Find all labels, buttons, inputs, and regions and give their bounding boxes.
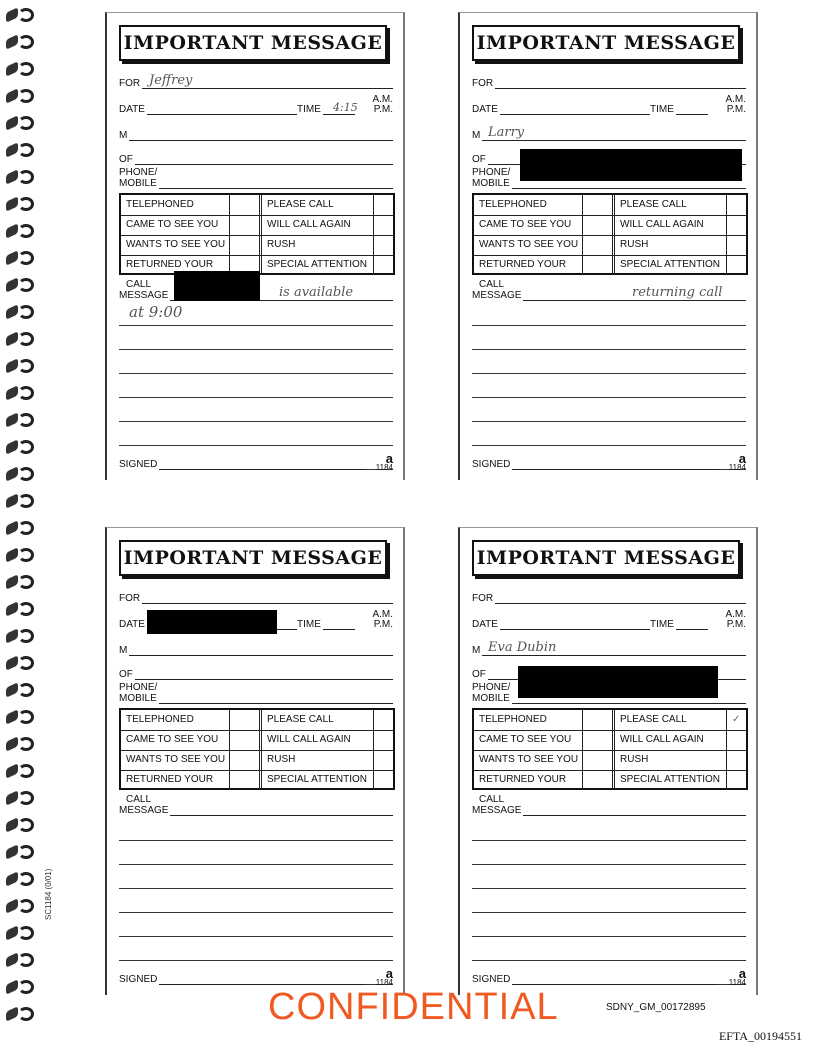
date-label: DATE <box>119 104 145 115</box>
checkbox[interactable] <box>726 750 746 770</box>
checkbox[interactable] <box>726 215 746 235</box>
of-row <box>119 664 393 680</box>
check-label: TELEPHONED <box>126 199 194 210</box>
binding-hole <box>6 385 18 401</box>
spiral-ring-icon <box>18 818 34 832</box>
message-rule-line <box>119 864 393 865</box>
message-row <box>119 800 393 816</box>
checkbox[interactable] <box>582 255 612 275</box>
check-row <box>121 215 393 236</box>
checkbox[interactable] <box>582 235 612 255</box>
for-label: FOR <box>472 78 494 89</box>
redaction-box <box>174 271 260 301</box>
checkbox[interactable] <box>373 235 393 255</box>
checkbox[interactable]: ✓ <box>726 710 746 730</box>
signed-label: SIGNED <box>119 974 158 985</box>
m-label: M <box>472 130 481 141</box>
for-row <box>119 588 393 604</box>
checkbox[interactable] <box>726 235 746 255</box>
check-label: SPECIAL ATTENTION <box>612 255 726 275</box>
message-rule-line <box>119 349 393 350</box>
mobile-label: MOBILE <box>472 178 510 189</box>
check-label: WILL CALL AGAIN <box>259 215 373 235</box>
checkbox[interactable] <box>373 195 393 215</box>
am-label: A.M. <box>725 94 746 105</box>
checkbox[interactable] <box>229 215 259 235</box>
confidential-stamp: CONFIDENTIAL <box>268 986 559 1028</box>
check-label: WANTS TO SEE YOU <box>126 754 226 765</box>
message-rule-line <box>119 936 393 937</box>
spiral-ring-icon <box>18 953 34 967</box>
date-label: DATE <box>472 619 498 630</box>
redaction-box <box>147 610 277 634</box>
check-label: CAME TO SEE YOU <box>479 734 572 745</box>
binding-hole <box>6 115 18 131</box>
check-label: SPECIAL ATTENTION <box>259 255 373 275</box>
check-row <box>474 255 746 290</box>
check-row <box>121 730 393 751</box>
binding-hole <box>6 709 18 725</box>
checkbox[interactable] <box>582 710 612 730</box>
mobile-label: MOBILE <box>119 178 157 189</box>
binding-hole <box>6 871 18 887</box>
binding-hole <box>6 628 18 644</box>
m-label: M <box>472 645 481 656</box>
spiral-ring-icon <box>18 467 34 481</box>
checkbox[interactable] <box>229 750 259 770</box>
spiral-ring-icon <box>18 224 34 238</box>
spiral-ring-icon <box>18 980 34 994</box>
date-time-row <box>119 93 393 115</box>
phone-label: PHONE/ <box>119 167 158 178</box>
of-label: OF <box>472 669 486 680</box>
checkbox[interactable] <box>373 215 393 235</box>
spiral-ring-icon <box>18 737 34 751</box>
spiral-ring-icon <box>18 1007 34 1021</box>
form-number: 1184 <box>728 978 746 987</box>
for-label: FOR <box>472 593 494 604</box>
call-status-checkboxes <box>472 708 748 805</box>
message-rule-line <box>472 397 746 398</box>
binding-hole <box>6 844 18 860</box>
check-label: CAME TO SEE YOU <box>479 219 572 230</box>
spiral-ring-icon <box>18 8 34 22</box>
signed-row <box>472 451 746 472</box>
message-card-4 <box>458 527 758 995</box>
binding-hole <box>6 466 18 482</box>
binding-hole <box>6 682 18 698</box>
signed-label: SIGNED <box>119 459 158 470</box>
check-label: TELEPHONED <box>126 714 194 725</box>
check-label: WILL CALL AGAIN <box>259 730 373 750</box>
check-label: PLEASE CALL <box>612 710 726 730</box>
message-label: MESSAGE <box>472 290 522 301</box>
binding-hole <box>6 979 18 995</box>
of-label: OF <box>472 154 486 165</box>
checkbox[interactable] <box>726 255 746 275</box>
check-row <box>121 750 393 771</box>
pm-label: P.M. <box>726 619 746 630</box>
binding-hole <box>6 7 18 23</box>
for-row <box>119 73 393 89</box>
binding-hole <box>6 817 18 833</box>
check-label: PLEASE CALL <box>259 195 373 215</box>
phone-label: PHONE/ <box>472 682 511 693</box>
message-rule-line <box>119 397 393 398</box>
spiral-ring-icon <box>18 116 34 130</box>
spiral-ring-icon <box>18 494 34 508</box>
pm-label: P.M. <box>373 619 393 630</box>
checkbox[interactable] <box>726 730 746 750</box>
time-label: TIME <box>297 619 321 630</box>
binding-hole <box>6 925 18 941</box>
am-label: A.M. <box>372 609 393 620</box>
for-row <box>472 73 746 89</box>
time-label: TIME <box>297 104 321 115</box>
check-row <box>474 770 746 805</box>
binding-hole <box>6 331 18 347</box>
checkbox[interactable] <box>229 730 259 750</box>
check-row <box>474 750 746 771</box>
card-title: IMPORTANT MESSAGE <box>119 25 387 61</box>
binding-hole <box>6 601 18 617</box>
message-rule-line <box>119 421 393 422</box>
checkbox[interactable] <box>726 770 746 790</box>
message-rule-line <box>472 325 746 326</box>
spiral-ring-icon <box>18 170 34 184</box>
form-number: 1184 <box>375 463 393 472</box>
spine-text: SC1184 (0/01) <box>44 868 53 920</box>
binding-hole <box>6 169 18 185</box>
spiral-ring-icon <box>18 332 34 346</box>
phone-label: PHONE/ <box>119 682 158 693</box>
binding-hole <box>6 34 18 50</box>
checkbox[interactable] <box>582 750 612 770</box>
signed-row <box>119 451 393 472</box>
message-label: MESSAGE <box>119 290 169 301</box>
pm-label: P.M. <box>726 104 746 115</box>
checkbox[interactable] <box>229 195 259 215</box>
m-row <box>119 638 393 656</box>
message-rule-line <box>472 888 746 889</box>
binding-hole <box>6 763 18 779</box>
spiral-ring-icon <box>18 710 34 724</box>
m-row <box>119 123 393 141</box>
check-label: TELEPHONED <box>479 714 547 725</box>
message-row <box>472 800 746 816</box>
spiral-ring-icon <box>18 413 34 427</box>
for-value: Jeffrey <box>149 73 193 88</box>
spiral-ring-icon <box>18 845 34 859</box>
checkbox[interactable] <box>373 255 393 275</box>
check-row <box>121 195 393 216</box>
spiral-ring-icon <box>18 521 34 535</box>
spiral-ring-icon <box>18 62 34 76</box>
card-title: IMPORTANT MESSAGE <box>119 540 387 576</box>
phone-row <box>119 682 393 704</box>
binding-hole <box>6 304 18 320</box>
message-rule-line <box>472 373 746 374</box>
message-label: MESSAGE <box>472 805 522 816</box>
spiral-ring-icon <box>18 872 34 886</box>
check-label: SPECIAL ATTENTION <box>259 770 373 790</box>
message-rule-line <box>119 960 393 961</box>
check-label: RETURNED YOUR CALL <box>479 774 567 805</box>
spiral-ring-icon <box>18 926 34 940</box>
checkbox[interactable] <box>373 770 393 790</box>
spiral-ring-icon <box>18 656 34 670</box>
signed-label: SIGNED <box>472 459 511 470</box>
spiral-ring-icon <box>18 35 34 49</box>
check-label: WILL CALL AGAIN <box>612 730 726 750</box>
spiral-ring-icon <box>18 440 34 454</box>
call-status-checkboxes <box>119 193 395 290</box>
checkbox[interactable] <box>582 195 612 215</box>
date-time-row <box>472 608 746 630</box>
check-label: PLEASE CALL <box>612 195 726 215</box>
spiral-ring-icon <box>18 197 34 211</box>
am-label: A.M. <box>372 94 393 105</box>
check-label: CAME TO SEE YOU <box>126 219 219 230</box>
m-row <box>472 123 746 141</box>
phone-row <box>119 167 393 189</box>
m-label: M <box>119 130 128 141</box>
phone-label: PHONE/ <box>472 167 511 178</box>
check-label: PLEASE CALL <box>259 710 373 730</box>
binding-hole <box>6 277 18 293</box>
message-card-1 <box>105 12 405 480</box>
check-row <box>474 195 746 216</box>
m-row <box>472 638 746 656</box>
spiral-ring-icon <box>18 278 34 292</box>
signed-label: SIGNED <box>472 974 511 985</box>
message-rule-line <box>472 864 746 865</box>
check-label: WILL CALL AGAIN <box>612 215 726 235</box>
check-label: RUSH <box>259 750 373 770</box>
mobile-label: MOBILE <box>119 693 157 704</box>
check-row <box>474 215 746 236</box>
binding-hole <box>6 412 18 428</box>
binding-hole <box>6 88 18 104</box>
spiral-ring-icon <box>18 683 34 697</box>
check-label: SPECIAL ATTENTION <box>612 770 726 790</box>
spiral-ring-icon <box>18 629 34 643</box>
card-title: IMPORTANT MESSAGE <box>472 540 740 576</box>
check-row <box>474 710 746 731</box>
check-row <box>121 770 393 805</box>
call-status-checkboxes <box>472 193 748 290</box>
form-number: 1184 <box>375 978 393 987</box>
of-label: OF <box>119 154 133 165</box>
binding-hole <box>6 520 18 536</box>
spiral-ring-icon <box>18 89 34 103</box>
message-rule-line <box>472 445 746 446</box>
publisher-logo-icon: a 1184 <box>375 966 393 987</box>
signed-row <box>472 966 746 987</box>
message-rule-line <box>119 325 393 326</box>
efta-number: EFTA_00194551 <box>718 1029 802 1043</box>
for-label: FOR <box>119 593 141 604</box>
date-label: DATE <box>119 619 145 630</box>
of-row <box>119 149 393 165</box>
message-rule-line <box>119 912 393 913</box>
check-label: WANTS TO SEE YOU <box>479 239 579 250</box>
binding-hole <box>6 439 18 455</box>
checkbox[interactable] <box>229 235 259 255</box>
spiral-ring-icon <box>18 305 34 319</box>
message-row <box>472 285 746 301</box>
checkbox[interactable] <box>582 215 612 235</box>
checkbox[interactable] <box>582 730 612 750</box>
spiral-ring-icon <box>18 899 34 913</box>
check-label: RUSH <box>612 750 726 770</box>
spiral-ring-icon <box>18 548 34 562</box>
message-rule-line <box>472 840 746 841</box>
publisher-logo-icon: a 1184 <box>728 966 746 987</box>
spiral-ring-icon <box>18 359 34 373</box>
binding-hole <box>6 547 18 563</box>
checkbox[interactable] <box>373 750 393 770</box>
time-value: 4:15 <box>333 101 358 114</box>
checkbox[interactable] <box>229 710 259 730</box>
spiral-ring-icon <box>18 791 34 805</box>
binding-hole <box>6 1006 18 1022</box>
message-rule-line <box>472 349 746 350</box>
checkbox[interactable] <box>229 770 259 790</box>
message-line-1: returning call <box>632 285 723 300</box>
date-label: DATE <box>472 104 498 115</box>
form-number: 1184 <box>728 463 746 472</box>
binding-hole <box>6 61 18 77</box>
message-rule-line <box>119 840 393 841</box>
m-value: Eva Dubin <box>488 640 557 655</box>
time-label: TIME <box>650 104 674 115</box>
binding-hole <box>6 790 18 806</box>
binding-hole <box>6 574 18 590</box>
check-row <box>474 235 746 256</box>
check-row <box>474 730 746 751</box>
check-label: RUSH <box>259 235 373 255</box>
binding-hole <box>6 736 18 752</box>
check-label: RUSH <box>612 235 726 255</box>
binding-hole <box>6 952 18 968</box>
spiral-binding <box>0 0 60 1056</box>
checkbox[interactable] <box>373 710 393 730</box>
mobile-label: MOBILE <box>472 693 510 704</box>
message-rule-line <box>119 888 393 889</box>
for-label: FOR <box>119 78 141 89</box>
message-line-1: is available <box>279 285 354 300</box>
card-title: IMPORTANT MESSAGE <box>472 25 740 61</box>
redaction-box <box>520 149 742 181</box>
binding-hole <box>6 250 18 266</box>
check-row <box>121 235 393 256</box>
call-status-checkboxes <box>119 708 395 805</box>
message-rule-line <box>119 445 393 446</box>
check-label: CAME TO SEE YOU <box>126 734 219 745</box>
check-label: TELEPHONED <box>479 199 547 210</box>
publisher-logo-icon: a 1184 <box>728 451 746 472</box>
bates-number: SDNY_GM_00172895 <box>606 1002 706 1013</box>
spiral-ring-icon <box>18 764 34 778</box>
spiral-ring-icon <box>18 386 34 400</box>
spiral-ring-icon <box>18 602 34 616</box>
check-label: WANTS TO SEE YOU <box>479 754 579 765</box>
message-rule-line <box>119 373 393 374</box>
binding-hole <box>6 358 18 374</box>
redaction-box <box>518 666 718 698</box>
signed-row <box>119 966 393 987</box>
message-line-2: at 9:00 <box>129 303 183 321</box>
message-rule-line <box>472 912 746 913</box>
check-row <box>121 710 393 731</box>
binding-hole <box>6 898 18 914</box>
binding-hole <box>6 223 18 239</box>
of-label: OF <box>119 669 133 680</box>
message-card-3 <box>105 527 405 995</box>
check-label: RETURNED YOUR CALL <box>479 259 567 290</box>
m-value: Larry <box>488 125 525 140</box>
check-label: RETURNED YOUR CALL <box>126 774 214 805</box>
spiral-ring-icon <box>18 143 34 157</box>
checkbox[interactable] <box>726 195 746 215</box>
binding-hole <box>6 142 18 158</box>
binding-hole <box>6 655 18 671</box>
checkbox[interactable] <box>373 730 393 750</box>
message-rule-line <box>472 936 746 937</box>
check-label: WANTS TO SEE YOU <box>126 239 226 250</box>
binding-hole <box>6 196 18 212</box>
m-label: M <box>119 645 128 656</box>
date-time-row <box>472 93 746 115</box>
pm-label: P.M. <box>373 104 393 115</box>
message-rule-line <box>472 960 746 961</box>
spiral-ring-icon <box>18 575 34 589</box>
time-label: TIME <box>650 619 674 630</box>
message-rule-line <box>472 421 746 422</box>
message-label: MESSAGE <box>119 805 169 816</box>
am-label: A.M. <box>725 609 746 620</box>
spiral-ring-icon <box>18 251 34 265</box>
publisher-logo-icon: a 1184 <box>375 451 393 472</box>
check-label: RETURNED YOUR CALL <box>126 259 214 290</box>
for-row <box>472 588 746 604</box>
checkbox[interactable] <box>582 770 612 790</box>
message-card-2 <box>458 12 758 480</box>
binding-hole <box>6 493 18 509</box>
